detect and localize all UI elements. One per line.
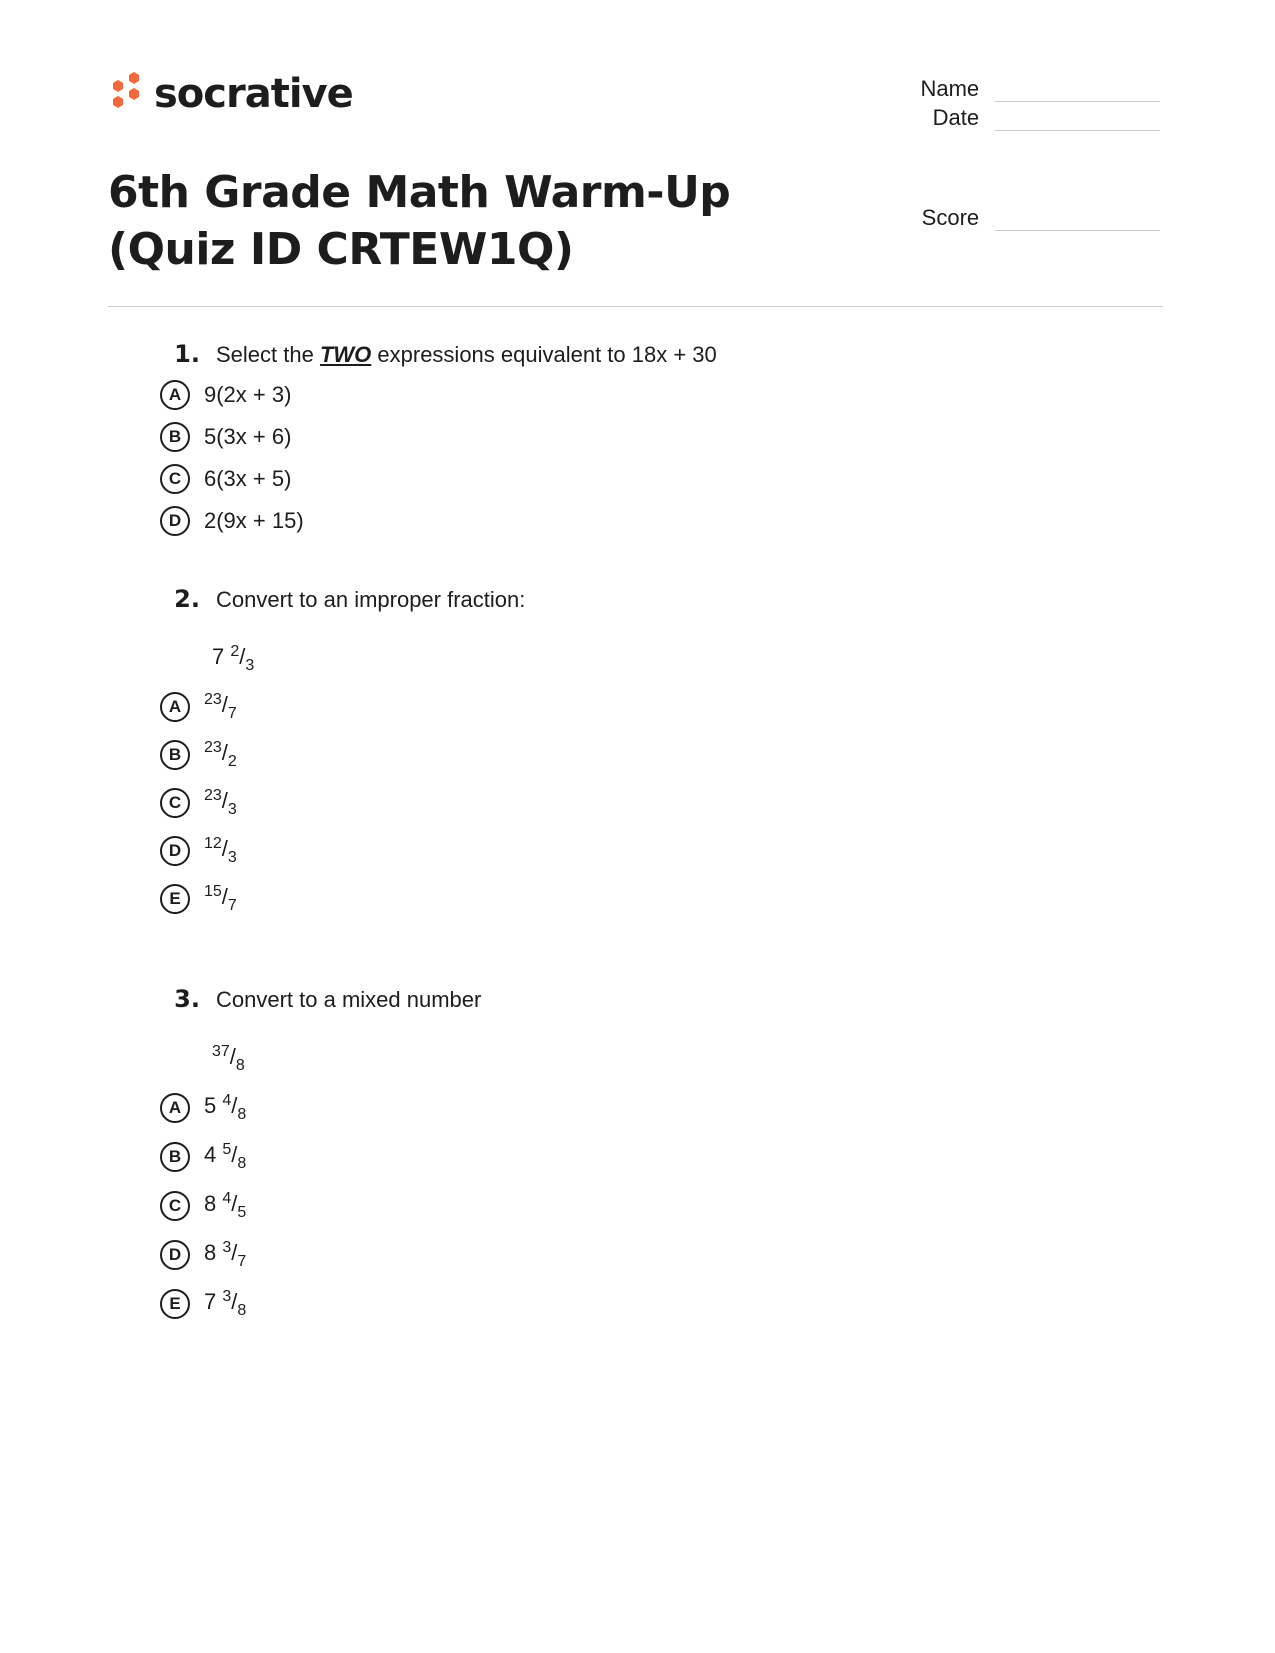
socrative-hex-icon — [108, 70, 144, 118]
score-line[interactable] — [995, 216, 1160, 231]
question-3 — [160, 985, 1060, 1328]
option-text: 5 $^4/_8$ — [204, 1091, 247, 1123]
option-letter-badge[interactable]: A — [160, 380, 190, 410]
option-text: 2(9x + 15) — [204, 508, 304, 533]
option-d[interactable] — [160, 1230, 1060, 1279]
option-b[interactable] — [160, 1132, 1060, 1181]
option-c[interactable] — [160, 1181, 1060, 1230]
option-a[interactable] — [160, 683, 1060, 731]
option-text: $^{23}/_3$ — [204, 787, 237, 818]
option-text: $^{12}/_3$ — [204, 835, 237, 866]
option-e[interactable] — [160, 1279, 1060, 1328]
given-fraction: $^{37}/_8$ — [212, 1043, 245, 1074]
option-letter-badge[interactable]: D — [160, 836, 190, 866]
option-text: 9(2x + 3) — [204, 382, 292, 407]
option-letter-badge[interactable]: B — [160, 740, 190, 770]
option-c[interactable] — [160, 779, 1060, 827]
option-d[interactable] — [160, 827, 1060, 875]
option-text: 5(3x + 6) — [204, 424, 292, 449]
option-text: 4 $^5/_8$ — [204, 1140, 247, 1172]
question-text: Convert to an improper fraction: — [216, 587, 526, 612]
question-2 — [160, 585, 1060, 923]
option-c[interactable] — [160, 458, 1060, 500]
brand-logo — [108, 70, 353, 118]
score-label: Score — [921, 205, 980, 230]
option-a[interactable] — [160, 374, 1060, 416]
option-text: $^{23}/_7$ — [204, 691, 237, 722]
page-title: 6th Grade Math Warm-Up (Quiz ID CRTEW1Q) — [108, 167, 731, 275]
option-text: $^{23}/_2$ — [204, 739, 237, 770]
option-letter-badge[interactable]: B — [160, 422, 190, 452]
option-letter-badge[interactable]: A — [160, 692, 190, 722]
option-letter-badge[interactable]: C — [160, 1191, 190, 1221]
option-text: $^{15}/_7$ — [204, 883, 237, 914]
option-b[interactable] — [160, 416, 1060, 458]
option-e[interactable] — [160, 875, 1060, 923]
question-number: 1. — [174, 340, 200, 368]
question-1 — [160, 340, 1060, 542]
emphasis-text: TWO — [319, 342, 372, 367]
option-letter-badge[interactable]: E — [160, 1289, 190, 1319]
option-b[interactable] — [160, 731, 1060, 779]
option-letter-badge[interactable]: A — [160, 1093, 190, 1123]
header-divider — [108, 306, 1163, 307]
question-number: 3. — [174, 985, 200, 1013]
question-number: 2. — [174, 585, 200, 613]
option-text: 7 $^3/_8$ — [204, 1287, 247, 1319]
option-text: 8 $^4/_5$ — [204, 1189, 247, 1221]
date-line[interactable] — [995, 116, 1160, 131]
date-label: Date — [932, 105, 980, 130]
option-text: 8 $^3/_7$ — [204, 1238, 247, 1270]
option-letter-badge[interactable]: E — [160, 884, 190, 914]
brand-name: socrative — [154, 71, 353, 117]
name-line[interactable] — [995, 87, 1160, 102]
score-field — [860, 205, 1160, 231]
option-letter-badge[interactable]: D — [160, 506, 190, 536]
name-label: Name — [920, 76, 980, 101]
question-text: Select the TWO expressions equivalent to 18x + 30 — [216, 342, 717, 367]
given-fraction: 7 $^2/_3$ — [212, 643, 255, 674]
option-text: 6(3x + 5) — [204, 466, 292, 491]
date-field — [860, 105, 1160, 131]
option-d[interactable] — [160, 500, 1060, 542]
question-text: Convert to a mixed number — [216, 987, 482, 1012]
option-letter-badge[interactable]: D — [160, 1240, 190, 1270]
option-letter-badge[interactable]: B — [160, 1142, 190, 1172]
option-letter-badge[interactable]: C — [160, 788, 190, 818]
option-letter-badge[interactable]: C — [160, 464, 190, 494]
option-a[interactable] — [160, 1083, 1060, 1132]
name-field — [860, 76, 1160, 102]
